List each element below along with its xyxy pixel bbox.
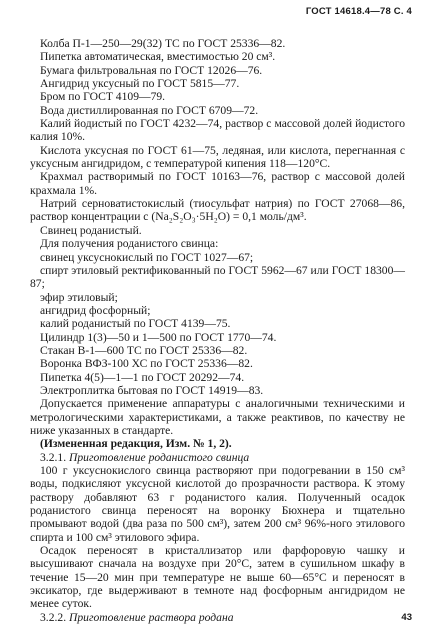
- list-item: Бумага фильтровальная по ГОСТ 12026—76.: [40, 63, 263, 77]
- list-item: Пипетка 4(5)—1—1 по ГОСТ 20292—74.: [40, 370, 245, 384]
- list-item: ангидрид фосфорный;: [40, 303, 151, 317]
- section-heading: [30, 611, 405, 624]
- list-item: Кислота уксусная по ГОСТ 61—75, ледяная, или кислота, перегнанная с уксусным ангидридом, с температурой кипения 118—120°С.: [30, 143, 405, 171]
- paragraph: Осадок переносят в кристаллизатор или фарфоровую чашку и высушивают сначала на воздухе при 20°С, затем в сушильном шкафу в течение 15—20 мин при температуре не выше 60—65°С и переносят в эксикатор, где выдерживают в темноте над фосфорным ангидридом не менее суток.: [30, 544, 405, 611]
- running-head: ГОСТ 14618.4—78 С. 4: [305, 6, 412, 17]
- list-item: эфир этиловый;: [40, 290, 118, 304]
- list-item: Бром по ГОСТ 4109—79.: [40, 90, 166, 104]
- list-item: Вода дистиллированная по ГОСТ 6709—72.: [40, 103, 259, 117]
- list-item: Калий йодистый по ГОСТ 4232—74, раствор с массовой долей йодистого калия 10%.: [30, 117, 405, 144]
- amendment-note: (Измененная редакция, Изм. № 1, 2).: [40, 437, 232, 451]
- section-number: 3.2.2.: [40, 610, 67, 624]
- list-item: Ангидрид уксусный по ГОСТ 5815—77.: [40, 77, 240, 91]
- paragraph: Допускается применение аппаратуры с аналогичными техническими и метрологическими характеристиками, а также реактивов, по качеству не ниже указанных в стандарте.: [30, 397, 405, 437]
- list-item: свинец уксуснокислый по ГОСТ 1027—67;: [40, 250, 254, 264]
- list-item: Крахмал растворимый по ГОСТ 10163—76, раствор с массовой долей крахмала 1%.: [30, 170, 405, 197]
- list-item: Цилиндр 1(3)—50 и 1—500 по ГОСТ 1770—74.: [40, 330, 277, 344]
- list-item: калий роданистый по ГОСТ 4139—75.: [40, 317, 231, 331]
- list-item: Натрий серноватистокислый (тиосульфат натрия) по ГОСТ 27068—86, раствор концентрации с (Na₂S₂O₃·5H₂O) = 0,1 моль/дм³.: [30, 197, 405, 224]
- list-item: Колба П-1—250—29(32) ТС по ГОСТ 25336—82.: [40, 37, 286, 50]
- list-item: Воронка ВФЗ-100 ХС по ГОСТ 25336—82.: [40, 357, 253, 371]
- list-item: спирт этиловый ректификованный по ГОСТ 5962—67 или ГОСТ 18300—87;: [30, 263, 405, 291]
- paragraph: 100 г уксуснокислого свинца растворяют при подогревании в 150 см³ воды, подкисляют уксусной кислотой до прозрачности раствора. К этому раствору добавляют 63 г роданистого калия. Полученный осадок роданистого свинца переносят на воронку Бюхнера и тщательно промывают водой (два раза по 500 см³), затем 200 см³ 96%-ного этилового спирта и 100 см³ этилового эфира.: [30, 464, 405, 544]
- section-heading: [30, 451, 405, 464]
- list-item: Свинец роданистый.: [40, 223, 142, 237]
- page-number: 43: [401, 612, 412, 623]
- section-number: 3.2.1.: [40, 450, 67, 464]
- section-title: Приготовление роданистого свинца: [69, 450, 250, 464]
- list-item: Для получения роданистого свинца:: [40, 237, 219, 251]
- list-item: Стакан В-1—600 ТС по ГОСТ 25336—82.: [40, 343, 248, 357]
- section-title: Приготовление раствора родана: [69, 610, 234, 624]
- document-body: [30, 37, 405, 624]
- list-item: Пипетка автоматическая, вместимостью 20 см³.: [40, 50, 276, 64]
- list-item: Электроплитка бытовая по ГОСТ 14919—83.: [40, 383, 264, 397]
